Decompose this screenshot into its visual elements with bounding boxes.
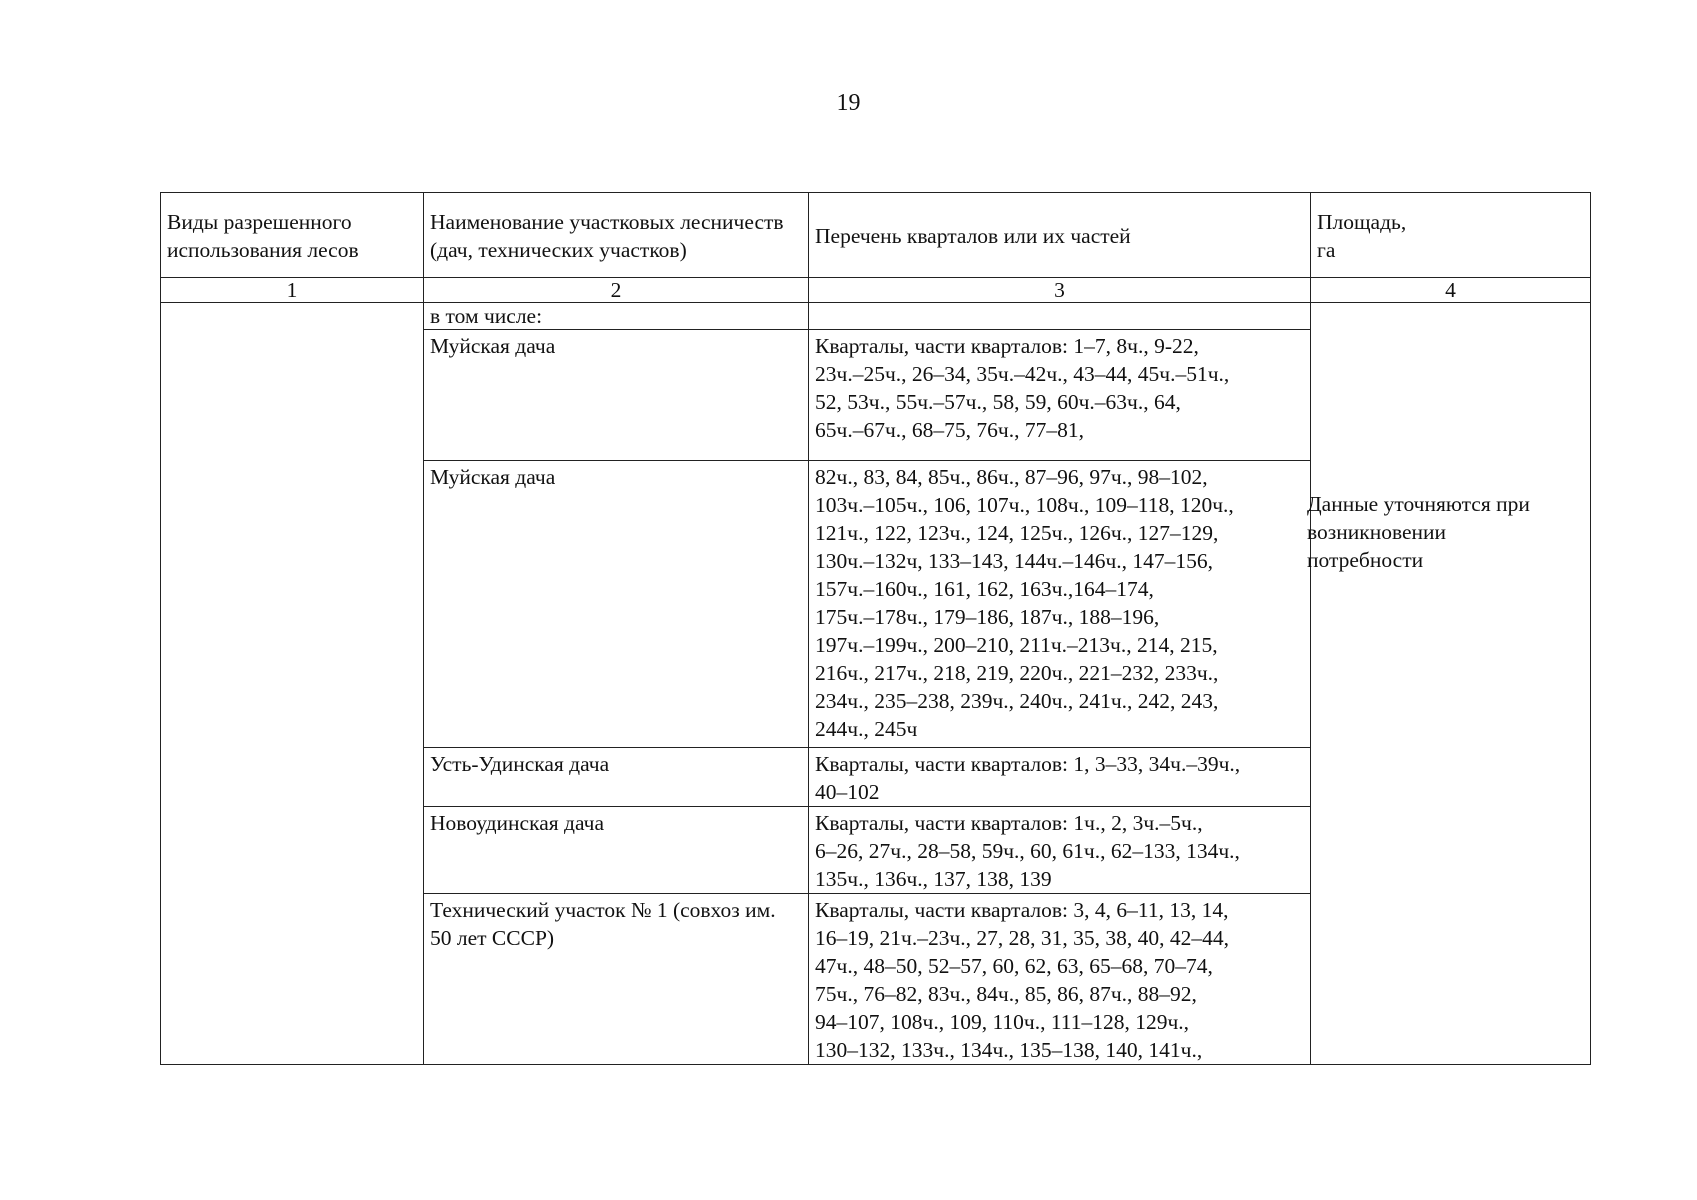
quarters-cell [809,461,1311,748]
quarters-cell [809,748,1311,807]
forestry-name-cell [424,330,809,461]
quarters-cell [809,894,1311,1065]
area-cell [1311,303,1591,1065]
forestry-name: Усть-Удинская дача [430,752,610,776]
forestry-name: Новоудинская дача [430,811,605,835]
page-number: 19 [836,90,861,116]
header-forestry-name-text: Наименование участковых лесничеств (дач, технических участков) [430,210,784,262]
quarters-cell [809,807,1311,894]
quarters-list: Кварталы, части кварталов: 1ч., 2, 3ч.–5ч., 6–26, 27ч., 28–58, 59ч., 60, 61ч., 62–133, 134ч., 135ч., 136ч., 137, 138, 139 [815,811,1240,891]
forestry-name-cell [424,748,809,807]
quarters-cell [809,330,1311,461]
column-number-2: 2 [424,278,809,303]
forestry-name: Технический участок № 1 (совхоз им. 50 лет СССР) [430,898,776,950]
header-cell-area [1311,193,1591,278]
header-quarters-list-text: Перечень кварталов или их частей [815,224,1131,248]
quarters-list: 82ч., 83, 84, 85ч., 86ч., 87–96, 97ч., 98–102, 103ч.–105ч., 106, 107ч., 108ч., 109–118, 120ч., 121ч., 122, 123ч., 124, 125ч., 126ч., 127–129, 130ч.–132ч, 133–143, 144ч.–146ч., 147–156, 157ч.–160ч., 161, 162, 163ч.,164–174, 175ч.–178ч., 179–186, 187ч., 188–196, 197ч.–199ч., 200–210, 211ч.–213ч., 214, 215, 216ч., 217ч., 218, 219, 220ч., 221–232, 233ч., 234ч., 235–238, 239ч., 240ч., 241ч., 242, 243, 244ч., 245ч [815,465,1234,741]
quarters-table [160,192,1591,1065]
subheader-cell [424,303,809,330]
forestry-name-cell [424,894,809,1065]
header-cell-forest-use [161,193,424,278]
quarters-list: Кварталы, части кварталов: 1, 3–33, 34ч.–39ч., 40–102 [815,752,1241,804]
column-number-row [161,278,1591,303]
column-number-1: 1 [161,278,424,303]
header-forest-use-text: Виды разрешенного использования лесов [167,210,359,262]
forestry-name-cell [424,461,809,748]
forestry-name: Муйская дача [430,334,556,358]
header-cell-quarters-list [809,193,1311,278]
header-area-text: Площадь, га [1317,210,1407,262]
quarters-list: Кварталы, части кварталов: 1–7, 8ч., 9-22, 23ч.–25ч., 26–34, 35ч.–42ч., 43–44, 45ч.–51ч., 52, 53ч., 55ч.–57ч., 58, 59, 60ч.–63ч., 64, 65ч.–67ч., 68–75, 76ч., 77–81, [815,334,1230,442]
column-number-4: 4 [1311,278,1591,303]
column-number-3: 3 [809,278,1311,303]
header-cell-forestry-name [424,193,809,278]
quarters-list: Кварталы, части кварталов: 3, 4, 6–11, 13, 14, 16–19, 21ч.–23ч., 27, 28, 31, 35, 38, 40, 42–44, 47ч., 48–50, 52–57, 60, 62, 63, 65–68, 70–74, 75ч., 76–82, 83ч., 84ч., 85, 86, 87ч., 88–92, 94–107, 108ч., 109, 110ч., 111–128, 129ч., 130–132, 133ч., 134ч., 135–138, 140, 141ч., [815,898,1230,1062]
subheader-row [161,303,1591,330]
header-row [161,193,1591,278]
forestry-name: Муйская дача [430,465,556,489]
forestry-name-cell [424,807,809,894]
area-note: Данные уточняются при возникновении потребности [1307,492,1530,572]
subheader-text: в том числе: [430,304,543,328]
subheader-empty-cell [809,303,1311,330]
forest-use-cell [161,303,424,1065]
